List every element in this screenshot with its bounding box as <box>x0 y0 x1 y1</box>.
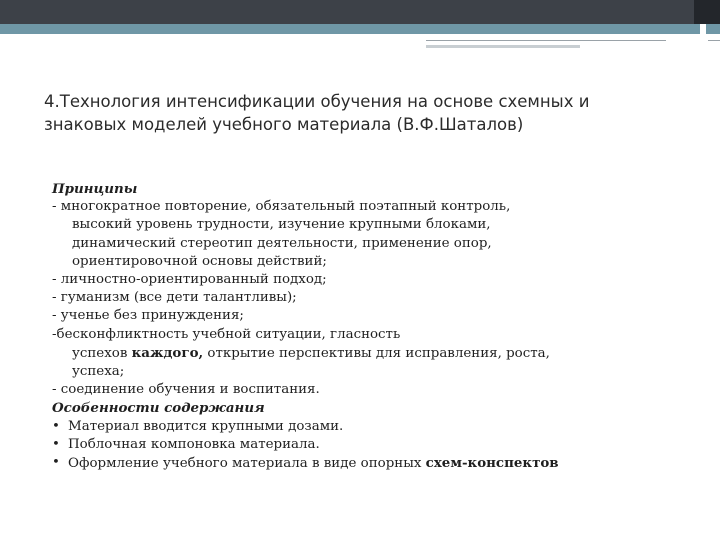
principle-text: открытие перспективы для исправления, роста, <box>203 345 550 361</box>
principle-text: многократное повторение, обязательный поэтапный контроль, <box>60 199 511 215</box>
top-band <box>0 0 720 24</box>
feature-text: Оформление учебного материала в виде опорных <box>68 456 426 472</box>
dash-marker: - <box>52 308 57 324</box>
slide-title <box>44 90 684 136</box>
feature-item <box>52 418 692 436</box>
principle-text: успехов <box>72 345 132 361</box>
bullet-icon: • <box>52 436 60 452</box>
principle-continuation: успеха; <box>72 364 125 380</box>
principle-text: соединение обучения и воспитания. <box>60 382 320 398</box>
bullet-icon: • <box>52 418 60 434</box>
dash-marker: - <box>52 272 57 288</box>
slide-title-line: знаковых моделей учебного материала (В.Ф.Шаталов) <box>44 115 524 134</box>
principle-item <box>52 326 692 344</box>
feature-item <box>52 454 692 473</box>
principle-item <box>52 198 692 216</box>
features-heading: Особенности содержания <box>52 400 265 417</box>
principle-text: личностно-ориентированный подход; <box>60 272 327 288</box>
principle-item <box>52 271 692 289</box>
decorative-rule <box>426 45 580 48</box>
dash-marker: - <box>52 326 57 342</box>
emphasis-text: схем-конспектов <box>425 455 559 472</box>
dash-marker: - <box>52 290 57 306</box>
principle-item <box>52 289 692 307</box>
principle-continuation: ориентировочной основы действий; <box>72 253 327 269</box>
principle-text: бесконфликтность учебной ситуации, гласность <box>56 326 401 342</box>
emphasis-text: каждого, <box>131 344 204 361</box>
feature-item <box>52 436 692 454</box>
slide-body <box>52 180 692 473</box>
principle-continuation <box>52 344 692 363</box>
feature-text: Материал вводится крупными дозами. <box>68 418 344 434</box>
principle-item <box>52 307 692 325</box>
principle-text: ученье без принуждения; <box>60 308 244 324</box>
principle-continuation: динамический стереотип деятельности, применение опор, <box>72 235 492 251</box>
decorative-rule <box>426 40 666 41</box>
principle-text: гуманизм (все дети талантливы); <box>60 290 297 306</box>
feature-text: Поблочная компоновка материала. <box>68 436 320 452</box>
accent-gap <box>700 24 706 34</box>
dash-marker: - <box>52 382 57 398</box>
bullet-icon: • <box>52 455 60 471</box>
top-band-corner <box>694 0 720 24</box>
accent-band <box>0 24 720 34</box>
slide-title-line: 4.Технология интенсификации обучения на основе схемных и <box>44 92 590 111</box>
principles-heading: Принципы <box>52 181 138 197</box>
dash-marker: - <box>52 199 57 215</box>
principle-continuation: высокий уровень трудности, изучение крупными блоками, <box>72 217 491 233</box>
decorative-rule <box>708 40 720 41</box>
principle-item <box>52 381 692 399</box>
